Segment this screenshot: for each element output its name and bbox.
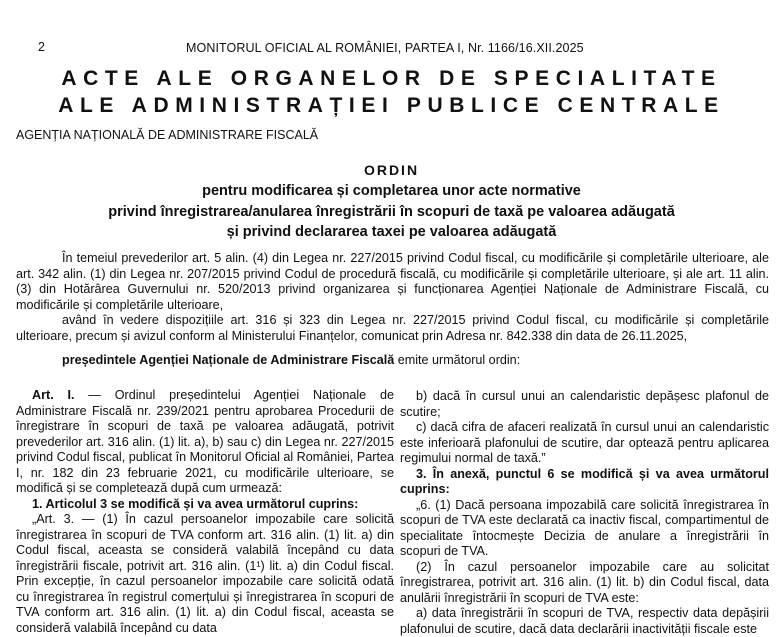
point-6-para-1: „6. (1) Dacă persoana impozabilă care solicită înregistrarea în scopuri de TVA este declarată ca inactiv fiscal, compartimentul de specialitate întocmește Decizia de anulare a înregistrării în scopuri de TVA. xyxy=(400,497,769,558)
right-column xyxy=(400,389,769,637)
letter-b: b) dacă în cursul unui an calendaristic depășesc plafonul de scutire; xyxy=(400,389,769,419)
document-title-line2: privind înregistrarea/anularea înregistrării în scopuri de taxă pe valoarea adăugată xyxy=(108,204,675,220)
page-number: 2 xyxy=(38,40,45,54)
left-column xyxy=(16,388,394,636)
document-type: ORDIN xyxy=(363,162,420,178)
document-title-line1: pentru modificarea și completarea unor acte normative xyxy=(202,183,581,199)
article-3-text: „Art. 3. — (1) În cazul persoanelor impozabile care solicită înregistrarea în scopuri de TVA conform art. 316 alin. (1) lit. a) din Codul fiscal, aceasta se consideră valabilă începând cu data înregistrării fiscale, potrivit art. 316 alin. (1¹) lit. a) din Codul fiscal. Prin excepție, în cazul persoanelor impozabile care solicită odată cu înregistrarea în registrul comerțului și înregistrarea în scopuri de TVA conform art. 316 alin. (1) lit. a) din Codul fiscal, aceasta se consideră valabilă începând cu data xyxy=(16,512,394,635)
point-3-text: 3. În anexă, punctul 6 se modifică și va avea următorul cuprins: xyxy=(400,466,769,496)
article-1 xyxy=(16,388,394,497)
issuing-agency: AGENȚIA NAȚIONALĂ DE ADMINISTRARE FISCALĂ xyxy=(16,128,319,142)
preamble-legal-basis: În temeiul prevederilor art. 5 alin. (4) din Legea nr. 227/2015 privind Codul fiscal, cu modificările și completările ulterioare, ale art. 342 alin. (1) din Legea nr. 207/2015 privind Codul de procedură fiscală, cu modificările și completările ulterioare, și ale art. 11 alin. (3) din Hotărârea Guvernului nr. 520/2013 privind organizarea și funcționarea Agenției Naționale de Administrare Fiscală, cu modificările și completările ulterioare, xyxy=(16,251,769,312)
journal-header: MONITORUL OFICIAL AL ROMÂNIEI, PARTEA I, Nr. 1166/16.XII.2025 xyxy=(186,41,584,55)
point-6-letter-a: a) data înregistrării în scopuri de TVA, respectiv data depășirii plafonului de scutire, dacă data declarării inactivității fiscale este xyxy=(400,606,769,636)
section-title-line2: ALE ADMINISTRAȚIEI PUBLICE CENTRALE xyxy=(58,94,725,117)
point-3 xyxy=(400,467,769,498)
point-6-para-2: (2) În cazul persoanelor impozabile care au solicitat înregistrarea, potrivit art. 316 alin. (1) lit. b) din Codul fiscal, data anulării înregistrării în scopuri de TVA este: xyxy=(400,559,769,605)
preamble-considering: având în vedere dispozițiile art. 316 și 323 din Legea nr. 227/2015 privind Codul fiscal, cu modificările și completările ulterioare, precum și avizul conform al Ministerului Finanțelor, comunicat prin Adresa nr. 842.338 din data de 26.11.2025, xyxy=(16,313,769,343)
issuer-name: președintele Agenției Naționale de Administrare Fiscală xyxy=(62,352,395,367)
point-1-text: 1. Articolul 3 se modifică și va avea următorul cuprins: xyxy=(32,496,359,511)
preamble xyxy=(16,251,769,368)
document-title-line3: și privind declararea taxei pe valoarea adăugată xyxy=(226,224,557,240)
point-1 xyxy=(16,497,394,513)
issuer-action: emite următorul ordin: xyxy=(394,352,521,367)
article-1-text: — Ordinul președintelui Agenției Naționale de Administrare Fiscală nr. 239/2021 pentru aprobarea Procedurii de înregistrare în scopuri de taxă pe valoarea adăugată, potrivit prevederilor art. 316 alin. (1) lit. a), b) sau c) din Legea nr. 227/2015 privind Codul fiscal, publicat în Monitorul Oficial al României, Partea I, nr. 182 din 23 februarie 2021, cu modificările ulterioare, se modifică și se completează după cum urmează: xyxy=(16,388,394,495)
article-1-label: Art. I. xyxy=(32,388,75,402)
section-title-line1: ACTE ALE ORGANELOR DE SPECIALITATE xyxy=(61,67,722,90)
letter-c: c) dacă cifra de afaceri realizată în cursul unui an calendaristic este inferioară plafonului de scutire, dar optează pentru aplicarea regimului normal de taxă.” xyxy=(400,420,769,465)
preamble-issuer xyxy=(16,353,769,369)
